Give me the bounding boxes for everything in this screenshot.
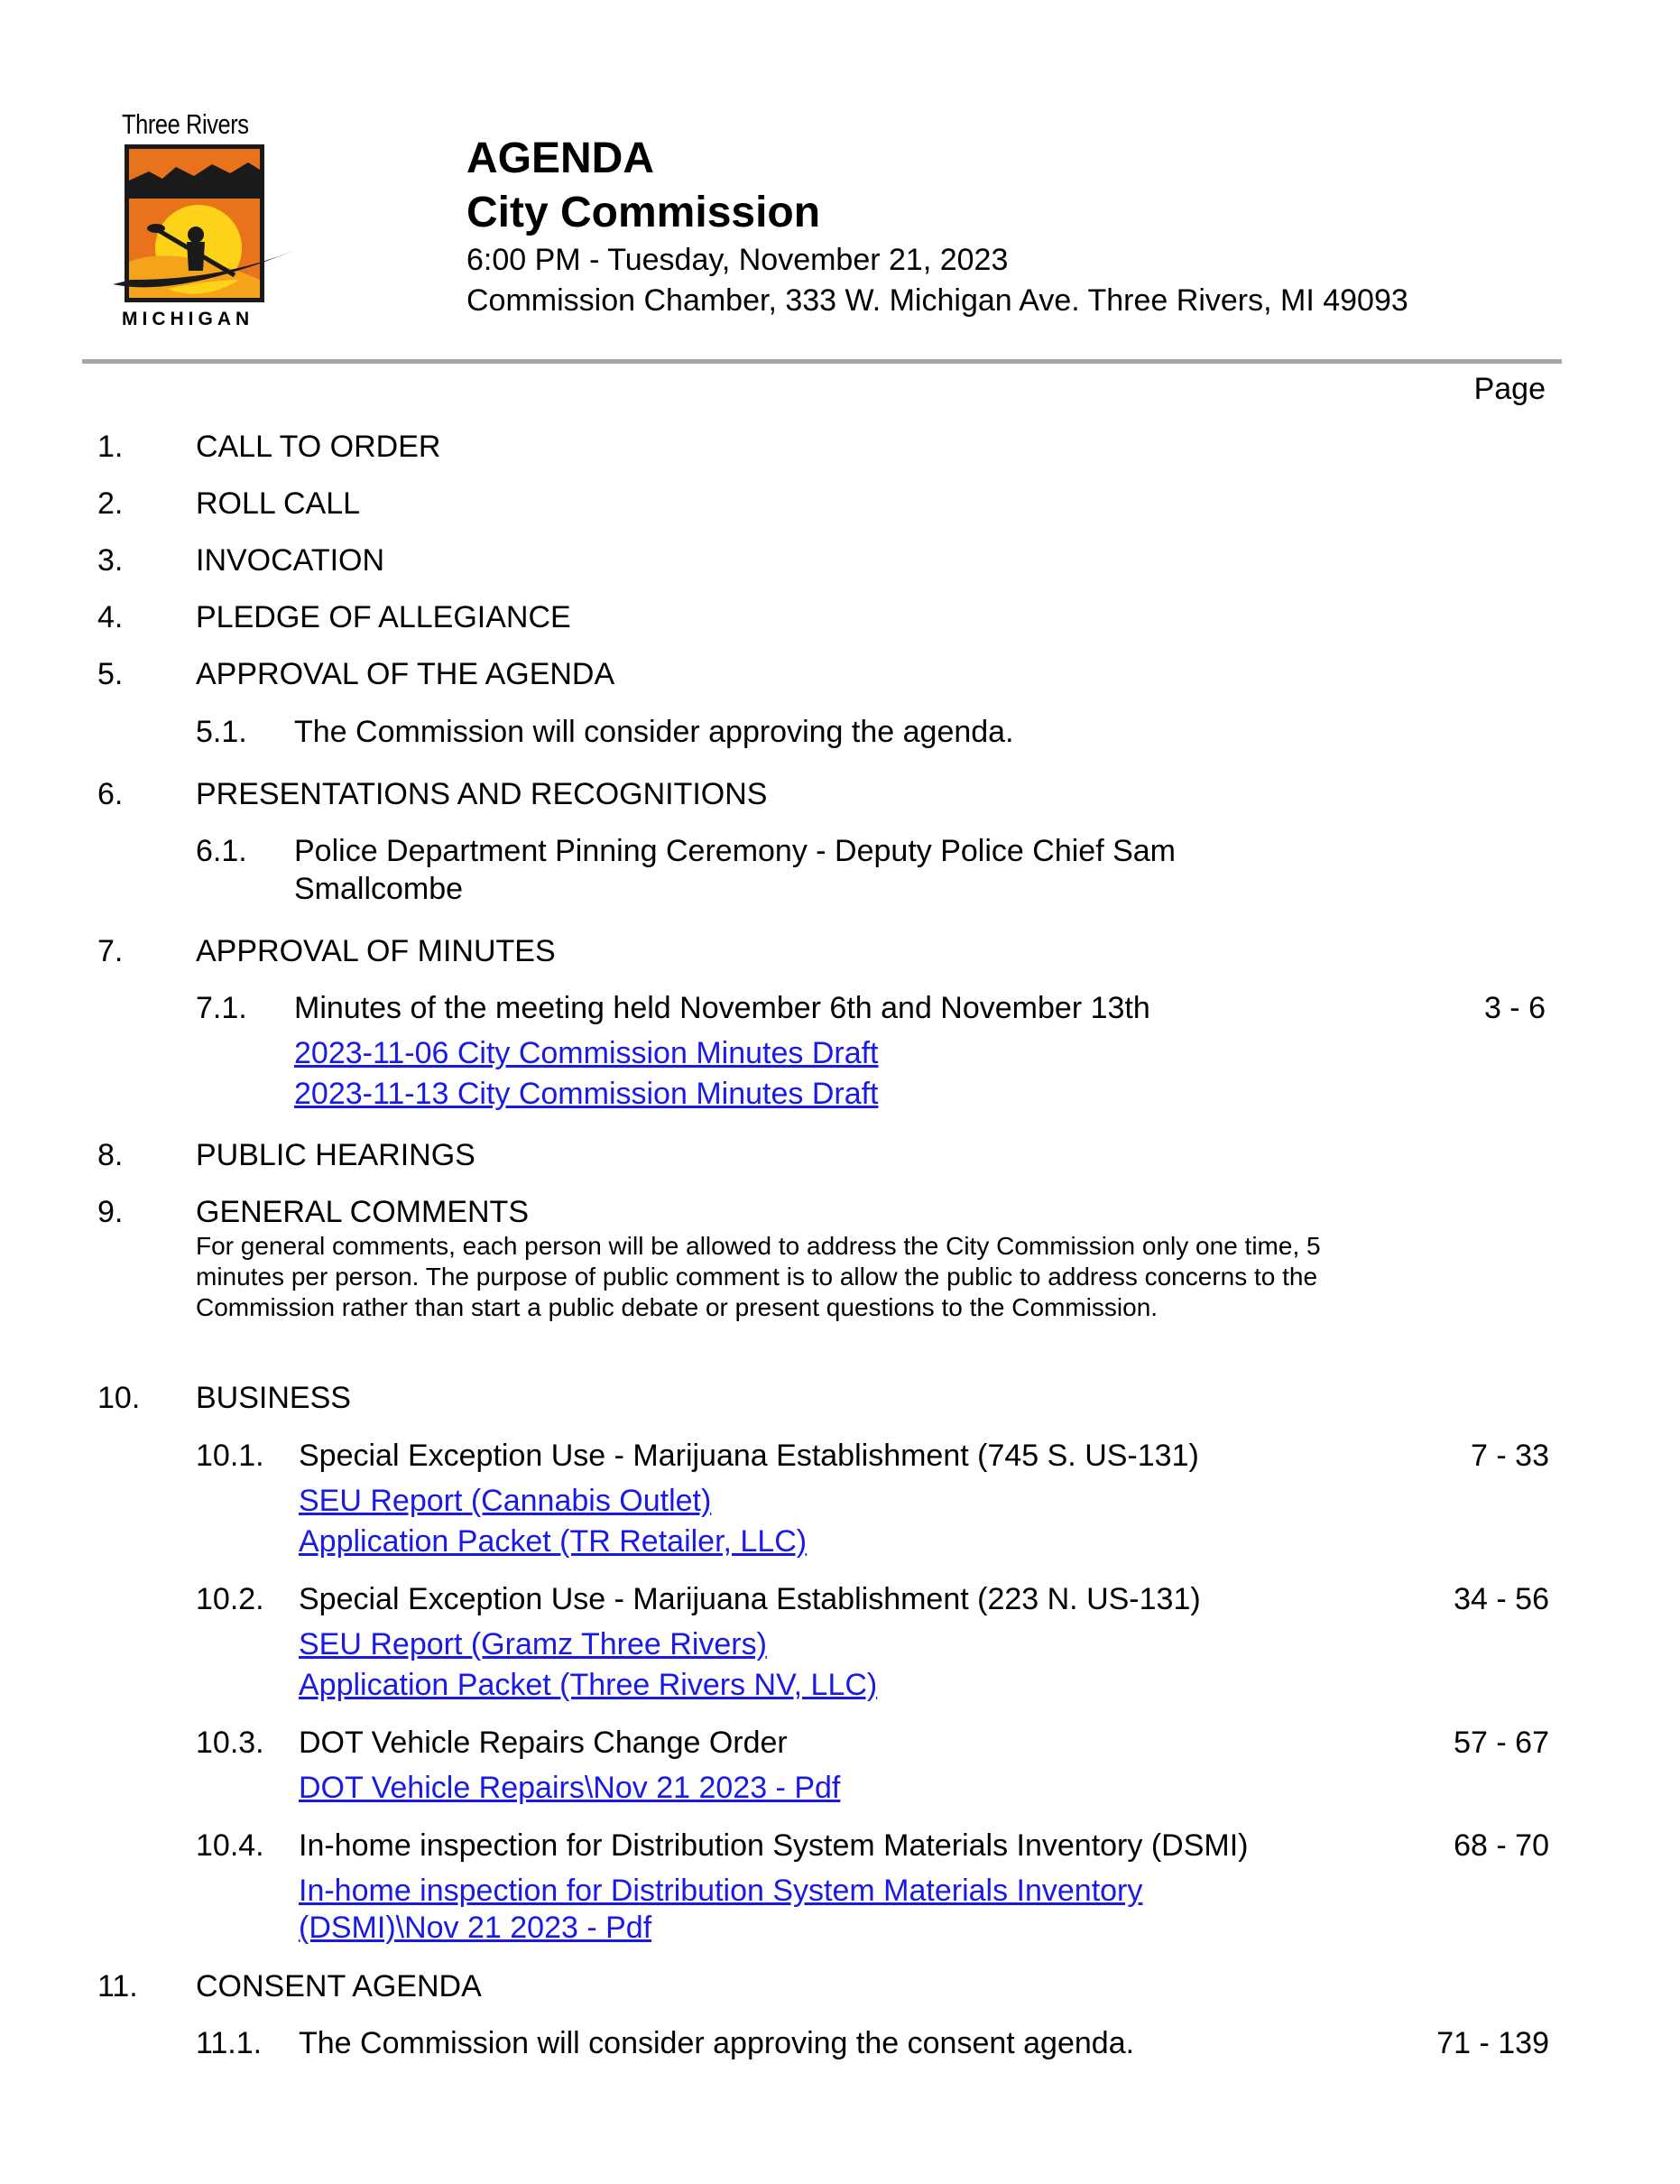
page-range: 34 - 56	[1454, 1582, 1549, 1616]
link-dsmi-pdf[interactable]: In-home inspection for Distribution System Materials Inventory	[299, 1874, 1143, 1908]
link-dot-vehicle-repairs-pdf[interactable]: DOT Vehicle Repairs\Nov 21 2023 - Pdf	[299, 1771, 841, 1805]
item-public-hearings: PUBLIC HEARINGS	[196, 1138, 475, 1172]
page-column-header: Page	[1473, 372, 1546, 406]
subitem-number: 10.2.	[196, 1582, 264, 1616]
link-seu-report-cannabis-outlet[interactable]: SEU Report (Cannabis Outlet)	[299, 1484, 712, 1518]
meeting-location: Commission Chamber, 333 W. Michigan Ave. Three Rivers, MI 49093	[466, 283, 1408, 318]
item-invocation: INVOCATION	[196, 543, 385, 578]
logo-bottom-text: MICHIGAN	[122, 309, 254, 329]
item-number: 10.	[97, 1381, 141, 1415]
page-range: 3 - 6	[1483, 991, 1546, 1025]
link-application-tr-retailer[interactable]: Application Packet (TR Retailer, LLC)	[299, 1524, 808, 1559]
item-number: 11.	[97, 1969, 138, 2004]
item-number: 4.	[97, 600, 124, 634]
page-range: 68 - 70	[1454, 1828, 1549, 1863]
link-application-three-rivers-nv[interactable]: Application Packet (Three Rivers NV, LLC)	[299, 1668, 878, 1702]
item-number: 5.	[97, 657, 124, 691]
item-approval-minutes: APPROVAL OF MINUTES	[196, 934, 556, 968]
item-approval-agenda: APPROVAL OF THE AGENDA	[196, 657, 615, 691]
page-range: 7 - 33	[1471, 1439, 1549, 1473]
link-minutes-nov-13[interactable]: 2023-11-13 City Commission Minutes Draft	[294, 1077, 879, 1111]
subitem-number: 10.3.	[196, 1726, 264, 1760]
item-business: BUSINESS	[196, 1381, 351, 1415]
meeting-datetime: 6:00 PM - Tuesday, November 21, 2023	[466, 243, 1009, 277]
subitem-approve-consent: The Commission will consider approving the consent agenda.	[299, 2026, 1135, 2060]
subitem-minutes: Minutes of the meeting held November 6th and November 13th	[294, 991, 1150, 1025]
item-number: 1.	[97, 430, 124, 464]
subitem-pinning-ceremony: Police Department Pinning Ceremony - Deputy Police Chief Sam	[294, 834, 1177, 868]
subitem-number: 7.1.	[196, 991, 247, 1025]
agenda-header	[466, 132, 1408, 321]
item-call-to-order: CALL TO ORDER	[196, 430, 441, 464]
three-rivers-logo	[113, 108, 275, 334]
subitem-dot-vehicle-repairs: DOT Vehicle Repairs Change Order	[299, 1726, 788, 1760]
subitem-number: 11.1.	[196, 2026, 263, 2060]
subitem-approve-agenda: The Commission will consider approving the agenda.	[294, 715, 1014, 749]
subitem-number: 6.1.	[196, 834, 247, 868]
kayaker-logo-icon	[113, 144, 293, 311]
header-divider	[82, 359, 1562, 364]
subitem-pinning-ceremony-cont: Smallcombe	[294, 872, 464, 906]
item-number: 3.	[97, 543, 124, 578]
subitem-number: 10.4.	[196, 1828, 264, 1863]
item-number: 9.	[97, 1195, 124, 1229]
logo-top-text: Three Rivers	[122, 108, 249, 140]
general-comments-note: For general comments, each person will be allowed to address the City Commission only one time, 5 minutes per person. The purpose of public comment is to allow the public to address concerns to the Commission rather than start a public debate or present questions to the Commission.	[196, 1232, 1321, 1321]
subitem-seu-745: Special Exception Use - Marijuana Establishment (745 S. US-131)	[299, 1439, 1199, 1473]
item-number: 7.	[97, 934, 124, 968]
agenda-title: AGENDA	[466, 134, 655, 182]
item-number: 8.	[97, 1138, 124, 1172]
agenda-subtitle: City Commission	[466, 189, 821, 236]
page-range: 71 - 139	[1436, 2026, 1549, 2060]
page-range: 57 - 67	[1454, 1726, 1549, 1760]
link-seu-report-gramz[interactable]: SEU Report (Gramz Three Rivers)	[299, 1627, 767, 1661]
item-number: 6.	[97, 777, 124, 811]
subitem-number: 5.1.	[196, 715, 247, 749]
item-presentations: PRESENTATIONS AND RECOGNITIONS	[196, 777, 768, 811]
link-dsmi-pdf-cont[interactable]: (DSMI)\Nov 21 2023 - Pdf	[299, 1911, 652, 1945]
subitem-seu-223: Special Exception Use - Marijuana Establishment (223 N. US-131)	[299, 1582, 1201, 1616]
item-pledge: PLEDGE OF ALLEGIANCE	[196, 600, 571, 634]
item-general-comments: GENERAL COMMENTS	[196, 1195, 530, 1229]
subitem-dsmi-inspection: In-home inspection for Distribution System Materials Inventory (DSMI)	[299, 1828, 1249, 1863]
item-consent-agenda: CONSENT AGENDA	[196, 1969, 482, 2004]
item-number: 2.	[97, 486, 124, 521]
item-roll-call: ROLL CALL	[196, 486, 361, 521]
link-minutes-nov-06[interactable]: 2023-11-06 City Commission Minutes Draft	[294, 1036, 879, 1070]
subitem-number: 10.1.	[196, 1439, 264, 1473]
